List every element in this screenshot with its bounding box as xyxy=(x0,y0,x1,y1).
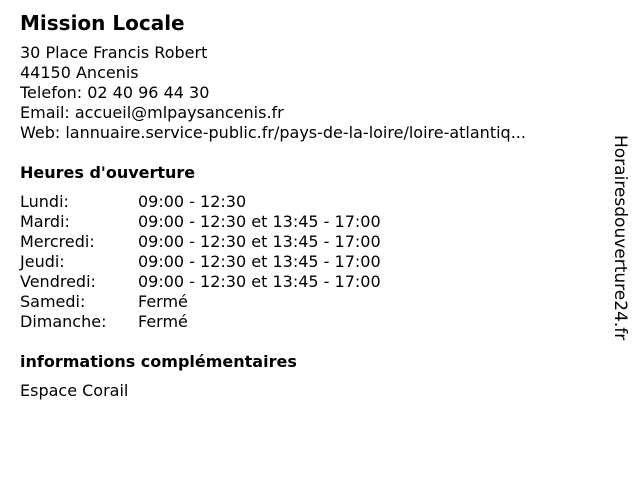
hours-row-friday xyxy=(20,272,600,292)
email-link[interactable]: Email: accueil@mlpaysancenis.fr xyxy=(20,103,284,122)
info-heading: informations complémentaires xyxy=(20,352,297,371)
site-watermark: Horairesdouverture24.fr xyxy=(610,135,630,341)
day-label: Vendredi: xyxy=(20,272,96,291)
day-label: Jeudi: xyxy=(20,252,65,271)
opening-hours-table xyxy=(20,192,600,332)
hours-heading: Heures d'ouverture xyxy=(20,163,196,182)
hours-row-sunday xyxy=(20,312,600,332)
hours-row-wednesday xyxy=(20,232,600,252)
day-label: Dimanche: xyxy=(20,312,107,331)
street-address: 30 Place Francis Robert xyxy=(20,43,208,62)
day-label: Mardi: xyxy=(20,212,70,231)
info-text: Espace Corail xyxy=(20,381,129,400)
day-hours: 09:00 - 12:30 et 13:45 - 17:00 xyxy=(138,212,381,231)
day-hours: Fermé xyxy=(138,312,188,331)
city-address: 44150 Ancenis xyxy=(20,63,139,82)
hours-row-thursday xyxy=(20,252,600,272)
page-title: Mission Locale xyxy=(20,11,185,35)
website-link[interactable]: Web: lannuaire.service-public.fr/pays-de-la-loire/loire-atlantiq... xyxy=(20,123,526,142)
hours-row-monday xyxy=(20,192,600,212)
day-hours: 09:00 - 12:30 et 13:45 - 17:00 xyxy=(138,232,381,251)
day-label: Samedi: xyxy=(20,292,86,311)
location-card xyxy=(20,10,600,401)
phone-number[interactable]: Telefon: 02 40 96 44 30 xyxy=(20,83,210,102)
day-hours: 09:00 - 12:30 et 13:45 - 17:00 xyxy=(138,252,381,271)
hours-row-tuesday xyxy=(20,212,600,232)
day-label: Mercredi: xyxy=(20,232,95,251)
day-hours: 09:00 - 12:30 xyxy=(138,192,247,211)
day-hours: Fermé xyxy=(138,292,188,311)
contact-block xyxy=(20,43,600,143)
hours-row-saturday xyxy=(20,292,600,312)
day-hours: 09:00 - 12:30 et 13:45 - 17:00 xyxy=(138,272,381,291)
day-label: Lundi: xyxy=(20,192,69,211)
